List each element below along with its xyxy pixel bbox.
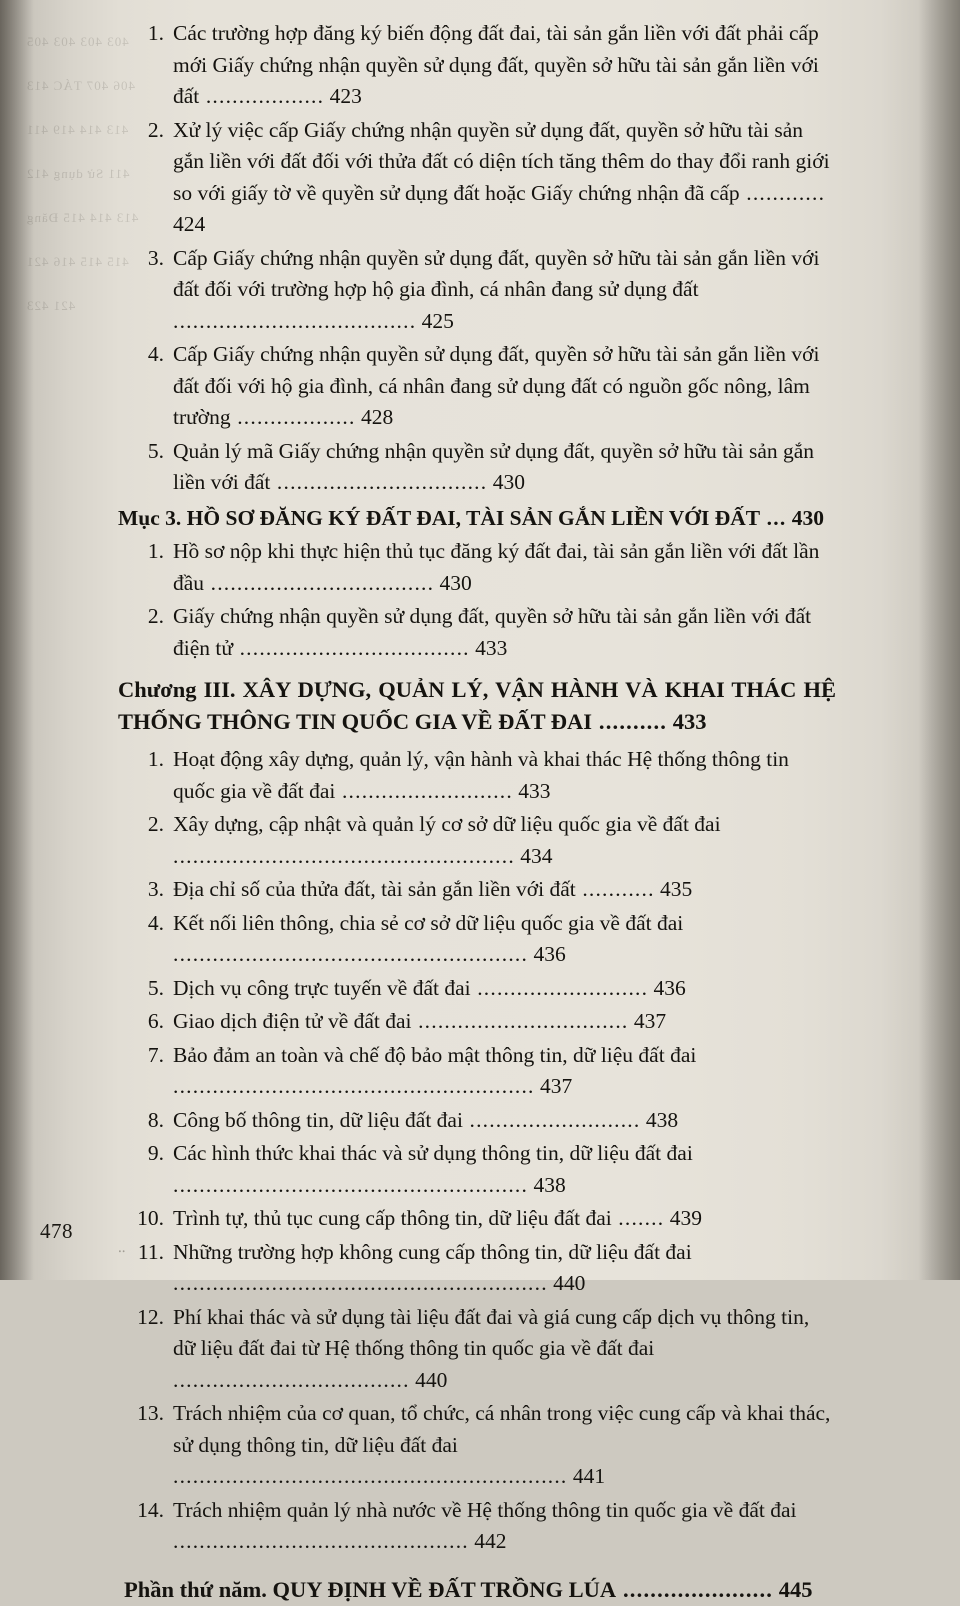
toc-entry-number: 7.: [147, 1042, 164, 1067]
toc-entry[interactable]: [118, 908, 836, 971]
toc-entry-title: Các hình thức khai thác và sử dụng thông tin, dữ liệu đất đai: [173, 1141, 693, 1165]
toc-entry-text: [173, 1237, 836, 1300]
toc-page-number: 435: [654, 877, 693, 901]
toc-entry-number: 13.: [137, 1401, 164, 1425]
toc-entry[interactable]: [118, 1006, 836, 1038]
toc-page-number: 430: [786, 505, 825, 530]
toc-entry[interactable]: [118, 601, 836, 664]
toc-entry-title: Những trường hợp không cung cấp thông tin, dữ liệu đất đai: [173, 1239, 692, 1264]
toc-entry-number: 12.: [137, 1304, 164, 1329]
toc-page-number: 424: [173, 212, 206, 236]
toc-page-number: 433: [469, 635, 508, 660]
toc-entry[interactable]: [118, 744, 836, 807]
toc-leader-dots: ...................................: [233, 635, 470, 660]
toc-entry-title: Phí khai thác và sử dụng tài liệu đất đai và giá cung cấp dịch vụ thông tin, dữ liệu đất đai từ Hệ thống thông tin quốc gia về đất đai: [173, 1304, 810, 1360]
toc-entry-number: 1.: [147, 21, 164, 45]
toc-part-heading[interactable]: [118, 1574, 836, 1606]
toc-leader-dots: ..................................: [204, 570, 435, 595]
toc-entry-title: Trách nhiệm quản lý nhà nước về Hệ thống thông tin quốc gia về đất đai: [173, 1497, 797, 1522]
toc-entry-title: Dịch vụ công trực tuyến về đất đai: [173, 975, 471, 1000]
toc-leader-dots: ......................: [616, 1576, 774, 1602]
toc-entry[interactable]: [118, 536, 836, 599]
toc-entry-title: Cấp Giấy chứng nhận quyền sử dụng đất, quyền sở hữu tài sản gắn liền với đất đối với hộ gia đình, cá nhân đang sử dụng đất có nguồn gốc nông, lâm trường: [173, 342, 820, 429]
toc-entry-number: 3.: [147, 245, 164, 270]
toc-entry[interactable]: [118, 1495, 836, 1558]
toc-entry[interactable]: [118, 1398, 836, 1493]
toc-entry-text: [173, 1203, 836, 1235]
ink-smudge: ⸱⸱: [118, 1245, 126, 1260]
toc-entry-number: 1.: [147, 747, 164, 771]
toc-entry[interactable]: [118, 1237, 836, 1300]
toc-leader-dots: ..........................: [470, 975, 649, 1000]
toc-page-number: 434: [514, 843, 553, 868]
toc-leader-dots: .............................................: [173, 1529, 469, 1553]
toc-entry-text: [173, 1105, 836, 1137]
toc-entry-text: [173, 973, 836, 1005]
toc-entry-title: Trình tự, thủ tục cung cấp thông tin, dữ liệu đất đai: [173, 1206, 612, 1230]
toc-entry[interactable]: [118, 1302, 836, 1397]
toc-entry-number: 14.: [137, 1497, 164, 1522]
toc-entry-text: [173, 536, 836, 599]
toc-entry-number: 11.: [137, 1239, 164, 1264]
toc-entry-text: [173, 1398, 836, 1493]
toc-entry[interactable]: [118, 18, 836, 113]
toc-leader-dots: ...........: [575, 877, 655, 901]
toc-leader-dots: ............: [739, 180, 826, 205]
toc-entry-text: [173, 744, 836, 807]
toc-entry-text: [173, 436, 836, 499]
toc-section-title: Mục 3. HỒ SƠ ĐĂNG KÝ ĐẤT ĐAI, TÀI SẢN GẮN LIỀN VỚI ĐẤT: [118, 505, 761, 530]
toc-page-number: 430: [434, 570, 472, 595]
toc-entry-number: 1.: [147, 539, 164, 563]
toc-entry-title: Giao dịch điện tử về đất đai: [173, 1009, 412, 1033]
toc-entry-number: 6.: [147, 1009, 164, 1033]
toc-leader-dots: .....................................: [173, 308, 417, 333]
toc-leader-dots: ..........................: [462, 1107, 641, 1132]
toc-page-number: 430: [487, 470, 525, 494]
toc-entry[interactable]: [118, 1040, 836, 1103]
toc-page-number: 436: [648, 975, 686, 1000]
toc-leader-dots: .......: [611, 1206, 665, 1230]
toc-part-title: QUY ĐỊNH VỀ ĐẤT TRỒNG LÚA: [266, 1576, 617, 1602]
toc-entry-title: Các trường hợp đăng ký biến động đất đai, tài sản gắn liền với đất phải cấp mới Giấy chứng nhận quyền sử dụng đất, quyền sở hữu tài sản gắn liền với đất: [173, 21, 819, 108]
toc-page-number: 440: [547, 1271, 586, 1295]
toc-entry[interactable]: [118, 115, 836, 241]
toc-entry-text: [173, 908, 836, 971]
toc-entry-text: [173, 1006, 836, 1038]
toc-entry-text: [173, 601, 836, 664]
toc-page-number: 428: [355, 405, 394, 429]
toc-entry-number: 5.: [147, 438, 164, 463]
toc-leader-dots: ..................: [230, 405, 356, 429]
toc-leader-dots: ................................: [270, 470, 488, 494]
toc-entry-number: 9.: [147, 1141, 164, 1165]
toc-leader-dots: ............................................................: [173, 1464, 568, 1488]
toc-entry-text: [173, 1138, 836, 1201]
toc-chapter-heading[interactable]: [118, 674, 836, 738]
toc-entry-title: Giấy chứng nhận quyền sử dụng đất, quyền sở hữu tài sản gắn liền với đất điện tử: [173, 604, 812, 660]
toc-leader-dots: ................................: [411, 1009, 629, 1033]
toc-entry-number: 10.: [137, 1206, 164, 1230]
toc-page-number: 436: [528, 942, 566, 966]
toc-entry-number: 2.: [147, 117, 164, 142]
toc-entry[interactable]: [118, 339, 836, 434]
toc-leader-dots: ....................................: [173, 1367, 410, 1392]
toc-entry-title: Trách nhiệm của cơ quan, tổ chức, cá nhân trong việc cung cấp và khai thác, sử dụng thông tin, dữ liệu đất đai: [173, 1401, 831, 1457]
toc-part-label: Phần thứ năm.: [124, 1576, 267, 1602]
toc-entry[interactable]: [118, 1138, 836, 1201]
toc-entry-text: [173, 1302, 836, 1397]
toc-page-number: 425: [416, 308, 454, 333]
toc-entry-number: 2.: [147, 604, 164, 628]
toc-entry[interactable]: [118, 1105, 836, 1137]
toc-page-number: 433: [512, 778, 551, 803]
toc-leader-dots: ...: [760, 505, 787, 530]
toc-entry[interactable]: [118, 874, 836, 906]
toc-entry-title: Kết nối liên thông, chia sẻ cơ sở dữ liệu quốc gia về đất đai: [173, 910, 684, 935]
toc-entry-text: [173, 18, 836, 113]
toc-entry-number: 4.: [147, 342, 164, 366]
toc-entry-text: [173, 243, 836, 338]
toc-entry-text: [173, 115, 836, 241]
table-of-contents: [118, 18, 836, 1606]
toc-entry-text: [173, 874, 836, 906]
toc-entry[interactable]: [118, 436, 836, 499]
toc-leader-dots: ..........................: [335, 778, 513, 803]
toc-entry-title: Hoạt động xây dựng, quản lý, vận hành và khai thác Hệ thống thông tin quốc gia về đất đai: [173, 747, 789, 803]
toc-leader-dots: ..........: [592, 709, 668, 734]
toc-entry[interactable]: [118, 973, 836, 1005]
toc-leader-dots: ......................................................: [173, 1172, 529, 1197]
toc-page-number: 440: [409, 1367, 448, 1392]
page-number: 478: [40, 1219, 73, 1243]
toc-entry[interactable]: [118, 243, 836, 338]
toc-page-number: 437: [628, 1009, 667, 1033]
toc-entry-number: 8.: [147, 1107, 164, 1132]
toc-entry-text: [173, 339, 836, 434]
toc-entry-title: Hồ sơ nộp khi thực hiện thủ tục đăng ký đất đai, tài sản gắn liền với đất lần đầu: [173, 539, 820, 595]
binding-shadow: [0, 0, 34, 1280]
toc-entry-title: Bảo đảm an toàn và chế độ bảo mật thông tin, dữ liệu đất đai: [173, 1042, 697, 1067]
toc-entry-title: Cấp Giấy chứng nhận quyền sử dụng đất, quyền sở hữu tài sản gắn liền với đất đối với trường hợp hộ gia đình, cá nhân đang sử dụng đất: [173, 245, 820, 301]
ghost-margin-text: 403 403 403 405 406 407 TÁC 413 413 414 419 411 411 Sử dụng 412 413 414 415 Đăng 415 415 416 421 421 423: [26, 34, 139, 313]
toc-page-number: 438: [528, 1172, 566, 1197]
toc-page-number: 445: [773, 1576, 813, 1602]
toc-entry-text: [173, 809, 836, 872]
toc-page-number: 441: [567, 1464, 606, 1488]
toc-entry-title: Quản lý mã Giấy chứng nhận quyền sử dụng đất, quyền sở hữu tài sản gắn liền với đất: [173, 438, 815, 494]
toc-entry[interactable]: [118, 1203, 836, 1235]
toc-entry-title: Xử lý việc cấp Giấy chứng nhận quyền sử dụng đất, quyền sở hữu tài sản gắn liền với đất đối với thửa đất có diện tích tăng thêm do thay đổi ranh giới so với giấy tờ về quyền sử dụng đất hoặc Giấy chứng nhận đã cấp: [173, 117, 830, 205]
toc-leader-dots: ....................................................: [173, 843, 515, 868]
toc-entry-title: Xây dựng, cập nhật và quản lý cơ sở dữ liệu quốc gia về đất đai: [173, 812, 721, 836]
toc-page-number: 433: [667, 709, 707, 734]
toc-section-heading[interactable]: [118, 503, 836, 535]
toc-leader-dots: ..................: [199, 84, 325, 108]
page-right-edge-shadow: [918, 0, 960, 1280]
toc-entry[interactable]: [118, 809, 836, 872]
toc-page-number: 438: [640, 1107, 679, 1132]
toc-page-number: 442: [468, 1529, 507, 1553]
toc-leader-dots: .........................................................: [173, 1271, 548, 1295]
toc-entry-title: Địa chỉ số của thửa đất, tài sản gắn liền với đất: [173, 877, 576, 901]
toc-entry-number: 4.: [147, 910, 164, 935]
toc-entry-number: 2.: [147, 812, 164, 836]
toc-leader-dots: ......................................................: [173, 942, 529, 966]
toc-entry-text: [173, 1495, 836, 1558]
toc-entry-text: [173, 1040, 836, 1103]
toc-page-number: 437: [534, 1074, 573, 1098]
toc-entry-title: Công bố thông tin, dữ liệu đất đai: [173, 1107, 463, 1132]
toc-page-number: 439: [664, 1206, 702, 1230]
toc-entry-number: 3.: [147, 877, 164, 901]
toc-chapter-label: Chương III.: [118, 677, 236, 702]
toc-chapter-title: XÂY DỰNG, QUẢN LÝ, VẬN HÀNH VÀ KHAI THÁC HỆ THỐNG THÔNG TIN QUỐC GIA VỀ ĐẤT ĐAI: [118, 677, 836, 734]
toc-entry-number: 5.: [147, 975, 164, 1000]
toc-leader-dots: .......................................................: [173, 1074, 535, 1098]
toc-page-number: 423: [324, 84, 362, 108]
